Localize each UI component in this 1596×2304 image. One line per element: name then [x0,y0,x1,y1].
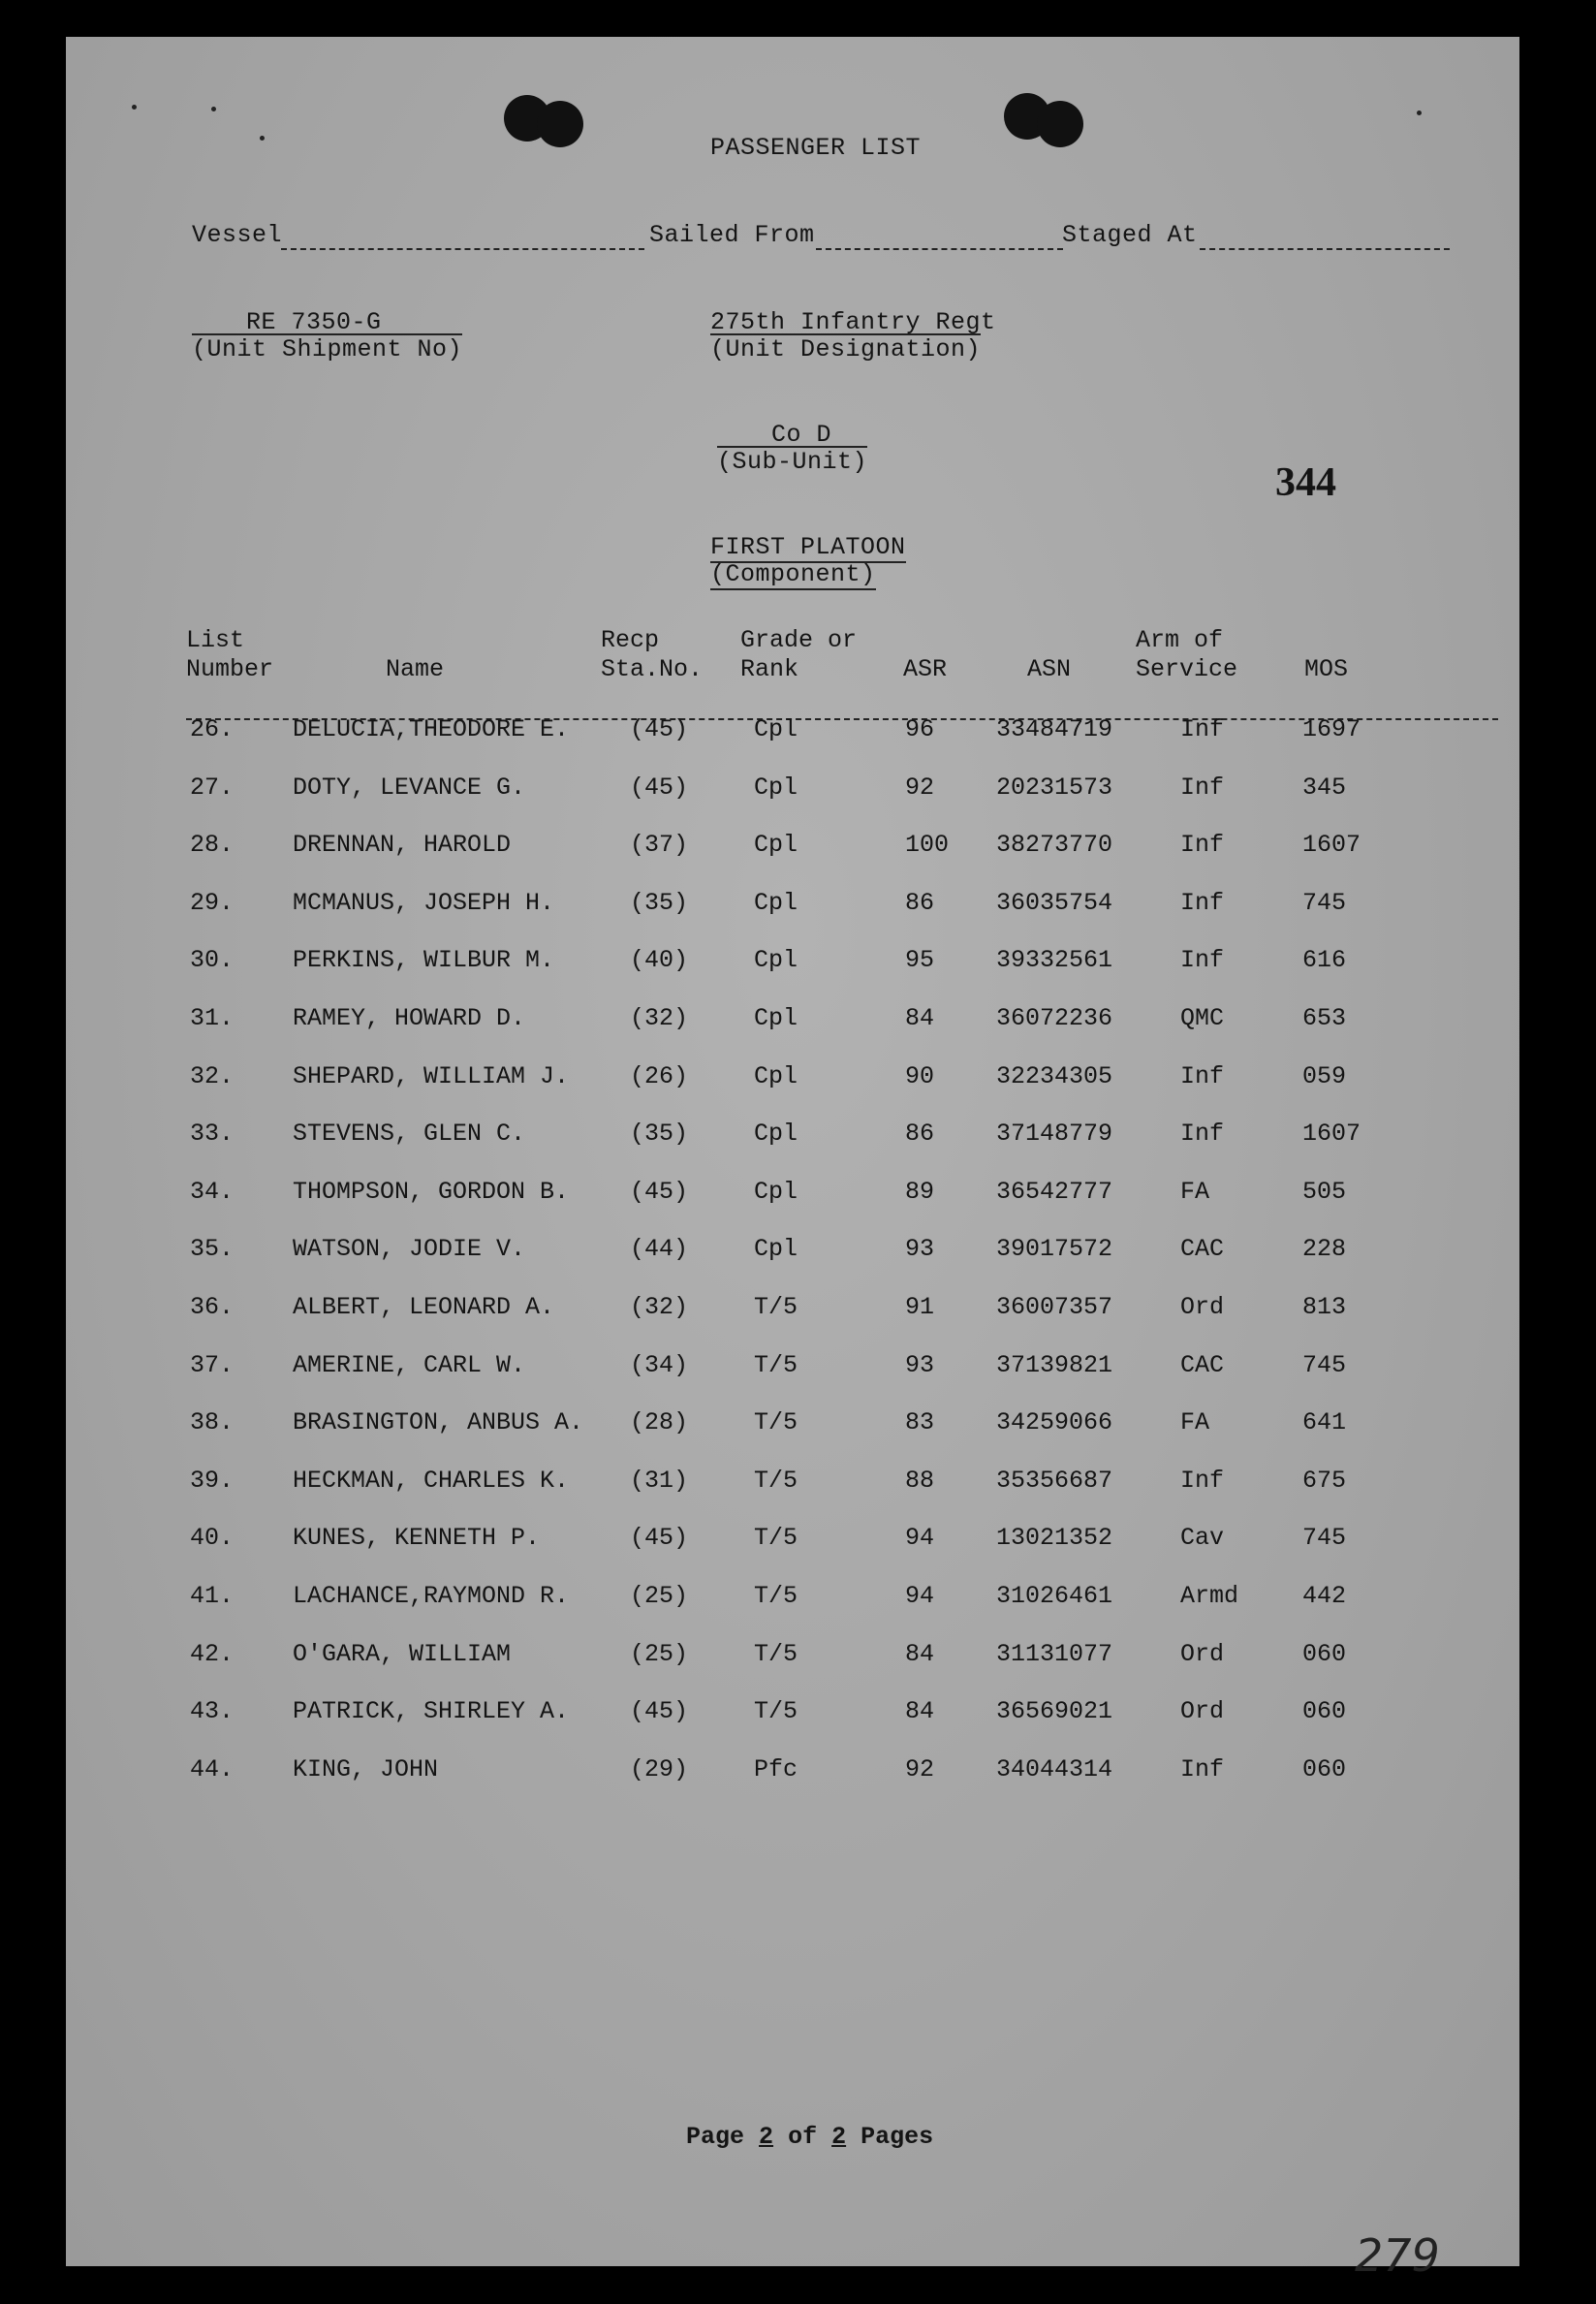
arm-of-service-cell: Inf [1180,773,1225,802]
recp-sta-no-cell: (45) [630,715,689,743]
punch-hole-right-2 [1037,101,1083,147]
unit-shipment-no-value: RE 7350-G [246,308,382,336]
col-header-list-number: List Number [186,626,274,683]
recp-sta-no-cell: (40) [630,946,689,975]
list-number-cell: 44. [190,1754,235,1783]
asn-cell: 33484719 [996,715,1113,743]
sub-unit-value: Co D [771,421,832,449]
asr-cell: 92 [905,773,935,802]
asn-cell: 34044314 [996,1754,1113,1783]
rank-cell: Pfc [754,1754,798,1783]
table-row [66,1582,1519,1621]
asn-cell: 37139821 [996,1350,1113,1379]
asr-cell: 95 [905,946,935,975]
col-header-arm-of-service: Arm of Service [1136,626,1238,683]
recp-sta-no-cell: (35) [630,1120,689,1149]
table-row [66,715,1519,754]
mos-cell: 059 [1302,1061,1347,1090]
name-cell: WATSON, JODIE V. [293,1235,526,1264]
name-cell: THOMPSON, GORDON B. [293,1177,570,1206]
table-row [66,1408,1519,1447]
arm-of-service-cell: CAC [1180,1235,1225,1264]
mos-cell: 345 [1302,773,1347,802]
mos-cell: 442 [1302,1582,1347,1610]
rank-cell: Cpl [754,831,798,860]
asr-cell: 91 [905,1293,935,1321]
col-header-recp-sta-no: Recp Sta.No. [601,626,704,683]
mos-cell: 653 [1302,1004,1347,1032]
rank-cell: T/5 [754,1697,798,1726]
page-stamp-number: 344 [1275,460,1336,505]
list-number-cell: 26. [190,715,235,743]
asr-cell: 84 [905,1004,935,1032]
asr-cell: 93 [905,1350,935,1379]
arm-of-service-cell: Inf [1180,1754,1225,1783]
list-number-cell: 41. [190,1582,235,1610]
arm-of-service-cell: Ord [1180,1639,1225,1668]
list-number-cell: 33. [190,1120,235,1149]
arm-of-service-cell: QMC [1180,1004,1225,1032]
recp-sta-no-cell: (32) [630,1293,689,1321]
asr-cell: 96 [905,715,935,743]
mos-cell: 1607 [1302,831,1361,860]
page-footer: Page 2 of 2 Pages [686,2123,934,2151]
rank-cell: T/5 [754,1293,798,1321]
sailed-from-blank [816,248,1063,250]
speck [211,107,216,111]
asn-cell: 13021352 [996,1524,1113,1553]
component-label: (Component) [710,560,876,588]
arm-of-service-cell: Inf [1180,1061,1225,1090]
recp-sta-no-cell: (28) [630,1408,689,1437]
asn-cell: 35356687 [996,1466,1113,1495]
list-number-cell: 35. [190,1235,235,1264]
recp-sta-no-cell: (45) [630,1697,689,1726]
recp-sta-no-cell: (45) [630,1177,689,1206]
sub-unit-label: (Sub-Unit) [717,448,868,476]
name-cell: PATRICK, SHIRLEY A. [293,1697,570,1726]
arm-of-service-cell: FA [1180,1177,1210,1206]
rank-cell: T/5 [754,1639,798,1668]
rank-cell: T/5 [754,1582,798,1610]
rank-cell: T/5 [754,1408,798,1437]
name-cell: DOTY, LEVANCE G. [293,773,526,802]
list-number-cell: 38. [190,1408,235,1437]
table-row [66,1467,1519,1505]
recp-sta-no-cell: (44) [630,1235,689,1264]
name-cell: LACHANCE,RAYMOND R. [293,1582,570,1610]
asr-cell: 93 [905,1235,935,1264]
speck [1417,110,1422,115]
asn-cell: 32234305 [996,1061,1113,1090]
col-header-name: Name [386,655,445,683]
recp-sta-no-cell: (45) [630,773,689,802]
mos-cell: 1697 [1302,715,1361,743]
staged-at-blank [1200,248,1450,250]
table-row [66,946,1519,985]
table-row [66,1120,1519,1158]
list-number-cell: 39. [190,1466,235,1495]
table-row [66,1755,1519,1794]
list-number-cell: 37. [190,1350,235,1379]
rank-cell: Cpl [754,1177,798,1206]
asn-cell: 39332561 [996,946,1113,975]
sailed-from-label: Sailed From [649,221,815,249]
arm-of-service-cell: CAC [1180,1350,1225,1379]
list-number-cell: 42. [190,1639,235,1668]
list-number-cell: 31. [190,1004,235,1032]
col-header-grade-or-rank: Grade or Rank [740,626,858,683]
list-number-cell: 28. [190,831,235,860]
list-number-cell: 40. [190,1524,235,1553]
asn-cell: 31131077 [996,1639,1113,1668]
rank-cell: Cpl [754,1004,798,1032]
recp-sta-no-cell: (29) [630,1754,689,1783]
arm-of-service-cell: Inf [1180,715,1225,743]
staged-at-label: Staged At [1062,221,1198,249]
vessel-blank [281,248,644,250]
rank-cell: T/5 [754,1466,798,1495]
list-number-cell: 30. [190,946,235,975]
asn-cell: 37148779 [996,1120,1113,1149]
list-number-cell: 29. [190,888,235,917]
asr-cell: 86 [905,888,935,917]
table-row [66,1178,1519,1216]
name-cell: DRENNAN, HAROLD [293,831,512,860]
asr-cell: 84 [905,1697,935,1726]
rank-cell: Cpl [754,946,798,975]
name-cell: BRASINGTON, ANBUS A. [293,1408,584,1437]
recp-sta-no-cell: (34) [630,1350,689,1379]
table-row [66,831,1519,869]
mos-cell: 228 [1302,1235,1347,1264]
name-cell: PERKINS, WILBUR M. [293,946,555,975]
asn-cell: 36072236 [996,1004,1113,1032]
recp-sta-no-cell: (25) [630,1582,689,1610]
punch-hole-left-2 [537,101,583,147]
unit-shipment-no-label: (Unit Shipment No) [192,335,463,363]
name-cell: O'GARA, WILLIAM [293,1639,512,1668]
table-row [66,1293,1519,1332]
mos-cell: 616 [1302,946,1347,975]
recp-sta-no-cell: (26) [630,1061,689,1090]
table-row [66,889,1519,928]
table-row [66,1004,1519,1043]
recp-sta-no-cell: (37) [630,831,689,860]
arm-of-service-cell: FA [1180,1408,1210,1437]
name-cell: ALBERT, LEONARD A. [293,1293,555,1321]
arm-of-service-cell: Inf [1180,1120,1225,1149]
recp-sta-no-cell: (32) [630,1004,689,1032]
table-row [66,1697,1519,1736]
name-cell: DELUCIA,THEODORE E. [293,715,570,743]
mos-cell: 745 [1302,1350,1347,1379]
name-cell: SHEPARD, WILLIAM J. [293,1061,570,1090]
table-row [66,1351,1519,1390]
mos-cell: 060 [1302,1697,1347,1726]
asn-cell: 34259066 [996,1408,1113,1437]
rank-cell: Cpl [754,888,798,917]
unit-designation-value: 275th Infantry Regt [710,308,996,336]
table-row [66,1062,1519,1101]
speck [132,105,137,110]
asn-cell: 36035754 [996,888,1113,917]
arm-of-service-cell: Inf [1180,1466,1225,1495]
asr-cell: 94 [905,1582,935,1610]
asn-cell: 31026461 [996,1582,1113,1610]
list-number-cell: 27. [190,773,235,802]
mos-cell: 745 [1302,888,1347,917]
asr-cell: 84 [905,1639,935,1668]
recp-sta-no-cell: (45) [630,1524,689,1553]
unit-designation-label: (Unit Designation) [710,335,982,363]
arm-of-service-cell: Inf [1180,831,1225,860]
asr-cell: 83 [905,1408,935,1437]
table-row [66,1235,1519,1274]
rank-cell: Cpl [754,1235,798,1264]
document-page [66,37,1519,2282]
name-cell: RAMEY, HOWARD D. [293,1004,526,1032]
rank-cell: T/5 [754,1524,798,1553]
asr-cell: 92 [905,1754,935,1783]
asn-cell: 39017572 [996,1235,1113,1264]
mos-cell: 1607 [1302,1120,1361,1149]
mos-cell: 060 [1302,1639,1347,1668]
asr-cell: 88 [905,1466,935,1495]
col-header-asn: ASN [1027,655,1072,683]
col-header-asr: ASR [903,655,948,683]
mos-cell: 745 [1302,1524,1347,1553]
name-cell: MCMANUS, JOSEPH H. [293,888,555,917]
document-title: PASSENGER LIST [710,134,922,162]
col-header-mos: MOS [1304,655,1349,683]
rank-cell: Cpl [754,715,798,743]
asn-cell: 36542777 [996,1177,1113,1206]
name-cell: KING, JOHN [293,1754,439,1783]
asr-cell: 100 [905,831,950,860]
name-cell: KUNES, KENNETH P. [293,1524,541,1553]
list-number-cell: 36. [190,1293,235,1321]
rank-cell: Cpl [754,773,798,802]
speck [260,136,265,141]
arm-of-service-cell: Cav [1180,1524,1225,1553]
arm-of-service-cell: Inf [1180,888,1225,917]
asr-cell: 90 [905,1061,935,1090]
mos-cell: 505 [1302,1177,1347,1206]
asn-cell: 38273770 [996,831,1113,860]
rank-cell: Cpl [754,1061,798,1090]
asr-cell: 89 [905,1177,935,1206]
name-cell: STEVENS, GLEN C. [293,1120,526,1149]
arm-of-service-cell: Ord [1180,1293,1225,1321]
table-row [66,1524,1519,1562]
list-number-cell: 32. [190,1061,235,1090]
handwritten-page-number: 279 [1355,2229,1440,2282]
name-cell: HECKMAN, CHARLES K. [293,1466,570,1495]
list-number-cell: 43. [190,1697,235,1726]
recp-sta-no-cell: (25) [630,1639,689,1668]
rank-cell: Cpl [754,1120,798,1149]
asr-cell: 94 [905,1524,935,1553]
asn-cell: 36569021 [996,1697,1113,1726]
asn-cell: 20231573 [996,773,1113,802]
arm-of-service-cell: Inf [1180,946,1225,975]
asr-cell: 86 [905,1120,935,1149]
table-row [66,1640,1519,1679]
vessel-label: Vessel [192,221,283,249]
list-number-cell: 34. [190,1177,235,1206]
table-row [66,773,1519,812]
asn-cell: 36007357 [996,1293,1113,1321]
arm-of-service-cell: Armd [1180,1582,1239,1610]
name-cell: AMERINE, CARL W. [293,1350,526,1379]
mos-cell: 641 [1302,1408,1347,1437]
mos-cell: 675 [1302,1466,1347,1495]
component-value: FIRST PLATOON [710,533,906,561]
arm-of-service-cell: Ord [1180,1697,1225,1726]
recp-sta-no-cell: (31) [630,1466,689,1495]
mos-cell: 813 [1302,1293,1347,1321]
rank-cell: T/5 [754,1350,798,1379]
recp-sta-no-cell: (35) [630,888,689,917]
mos-cell: 060 [1302,1754,1347,1783]
